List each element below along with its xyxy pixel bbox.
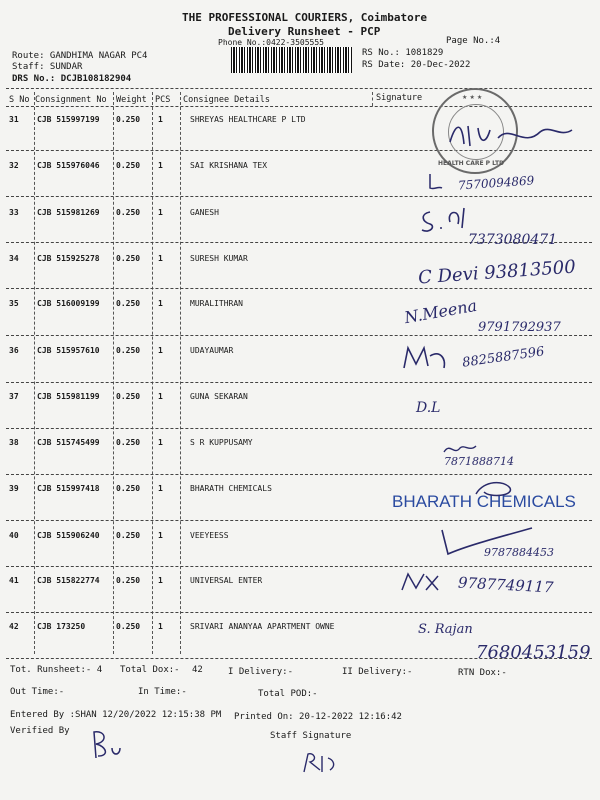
staff-signature [300, 748, 340, 774]
row-consignee: SRIVARI ANANYAA APARTMENT OWNE [190, 622, 335, 631]
stamp-round-text: HEALTH CARE P LTD [438, 160, 505, 167]
staff: Staff: SUNDAR [12, 62, 83, 72]
drs-number: DRS No.: DCJB108182904 [12, 74, 132, 84]
row-consignment: CJB 516009199 [37, 299, 100, 308]
phone-number: Phone No.:0422-3505555 [218, 38, 324, 47]
row-sno: 39 [9, 484, 19, 493]
handwritten-phone: 7570094869 [457, 173, 535, 193]
company-stamp: ★ ★ ★ HEALTH CARE P LTD [432, 88, 518, 174]
row-consignment: CJB 515822774 [37, 576, 100, 585]
row-weight: 0.250 [116, 346, 141, 355]
total-dox-value: 42 [192, 665, 203, 675]
row-sno: 41 [9, 576, 19, 585]
row-sno: 42 [9, 622, 19, 631]
row-consignee: SAI KRISHANA TEX [190, 161, 268, 170]
row-consignment: CJB 515957610 [37, 346, 100, 355]
row-sno: 35 [9, 299, 19, 308]
row-weight: 0.250 [116, 392, 141, 401]
verified-signature [88, 728, 124, 760]
row-consignment: CJB 515745499 [37, 438, 100, 447]
col-header-sno: S No [9, 95, 30, 105]
barcode [231, 47, 352, 73]
col-header-consignee: Consignee Details [183, 95, 270, 105]
col-header-weight: Weight [116, 95, 147, 105]
handwritten-phone: 9787749117 [457, 573, 554, 597]
row-weight: 0.250 [116, 115, 141, 124]
row-weight: 0.250 [116, 622, 141, 631]
handwritten-name: N.Meena [402, 295, 479, 328]
row-pcs: 1 [158, 622, 163, 631]
row-consignment: CJB 515925278 [37, 254, 100, 263]
handwritten-initials: D.L [416, 400, 441, 416]
col-divider [113, 92, 114, 654]
signature-row-36 [400, 342, 450, 370]
row-divider [6, 382, 592, 383]
row-consignee: S R KUPPUSAMY [190, 438, 253, 447]
row-consignee: BHARATH CHEMICALS [190, 484, 272, 493]
row-weight: 0.250 [116, 161, 141, 170]
total-dox-label: Total Dox:- [120, 665, 180, 675]
row-pcs: 1 [158, 161, 163, 170]
row-consignee: GUNA SEKARAN [190, 392, 248, 401]
row-consignee: GANESH [190, 208, 219, 217]
row-divider [6, 288, 592, 289]
row-sno: 32 [9, 161, 19, 170]
i-delivery: I Delivery:- [228, 667, 294, 677]
row-sno: 37 [9, 392, 19, 401]
handwritten-phone: 7871888714 [444, 455, 514, 468]
printed-on: Printed On: 20-12-2022 12:16:42 [234, 712, 402, 722]
col-divider [180, 92, 181, 654]
rs-number: RS No.: 1081829 [362, 48, 444, 58]
row-divider [6, 474, 592, 475]
row-weight: 0.250 [116, 438, 141, 447]
row-consignment: CJB 515997418 [37, 484, 100, 493]
row-divider [6, 428, 592, 429]
row-consignment: CJB 515981269 [37, 208, 100, 217]
row-divider [6, 196, 592, 197]
row-sno: 36 [9, 346, 19, 355]
page-number: Page No.:4 [446, 36, 501, 46]
entered-by: Entered By :SHAN 12/20/2022 12:15:38 PM [10, 710, 222, 720]
row-divider [6, 335, 592, 336]
route: Route: GANDHIMA NAGAR PC4 [12, 51, 148, 61]
verified-by: Verified By [10, 726, 70, 736]
signature-row-31 [440, 118, 580, 152]
row-consignee: SURESH KUMAR [190, 254, 248, 263]
handwritten-phone: 7680453159 [476, 642, 591, 663]
rs-date: RS Date: 20-Dec-2022 [362, 60, 471, 70]
row-pcs: 1 [158, 576, 163, 585]
company-title: THE PROFESSIONAL COURIERS, Coimbatore [182, 11, 428, 24]
handwritten-phone: 9787884453 [484, 546, 554, 559]
row-consignment: CJB 515906240 [37, 531, 100, 540]
col-header-consignment: Consignment No [35, 95, 107, 105]
row-divider [6, 612, 592, 613]
row-consignee: MURALITHRAN [190, 299, 243, 308]
handwritten-phone: 9791792937 [478, 320, 561, 335]
row-consignee: UNIVERSAL ENTER [190, 576, 263, 585]
in-time: In Time:- [138, 687, 187, 697]
row-consignment: CJB 173250 [37, 622, 86, 631]
col-header-pcs: PCS [155, 95, 171, 105]
table-top-border [6, 88, 592, 89]
total-pod: Total POD:- [258, 689, 318, 699]
out-time: Out Time:- [10, 687, 65, 697]
row-weight: 0.250 [116, 208, 141, 217]
row-pcs: 1 [158, 438, 163, 447]
row-pcs: 1 [158, 208, 163, 217]
row-consignment: CJB 515997199 [37, 115, 100, 124]
row-divider [6, 520, 592, 521]
row-weight: 0.250 [116, 299, 141, 308]
row-divider [6, 566, 592, 567]
handwritten-name-phone: C Devi 93813500 [417, 256, 577, 289]
handwritten-name: S. Rajan [418, 622, 473, 637]
row-consignment: CJB 515976046 [37, 161, 100, 170]
total-runsheet: Tot. Runsheet:- 4 [10, 665, 103, 675]
row-pcs: 1 [158, 299, 163, 308]
row-pcs: 1 [158, 392, 163, 401]
col-divider [34, 92, 35, 654]
signature-row-39 [470, 478, 530, 500]
row-pcs: 1 [158, 531, 163, 540]
row-sno: 38 [9, 438, 19, 447]
signature-row-32 [426, 172, 446, 192]
row-pcs: 1 [158, 115, 163, 124]
row-sno: 40 [9, 531, 19, 540]
row-weight: 0.250 [116, 576, 141, 585]
ii-delivery: II Delivery:- [342, 667, 413, 677]
rtn-dox: RTN Dox:- [458, 668, 507, 678]
row-consignment: CJB 515981199 [37, 392, 100, 401]
row-consignee: VEEYEESS [190, 531, 229, 540]
row-sno: 33 [9, 208, 19, 217]
handwritten-phone: 8825887596 [461, 344, 546, 371]
row-pcs: 1 [158, 346, 163, 355]
row-sno: 31 [9, 115, 19, 124]
runsheet-subtitle: Delivery Runsheet - PCP [228, 25, 381, 38]
row-pcs: 1 [158, 484, 163, 493]
handwritten-phone: 7373080471 [468, 232, 558, 248]
signature-row-41 [398, 570, 448, 594]
row-weight: 0.250 [116, 254, 141, 263]
row-pcs: 1 [158, 254, 163, 263]
row-consignee: UDAYAUMAR [190, 346, 234, 355]
staff-signature-label: Staff Signature [270, 731, 352, 741]
col-divider [152, 92, 153, 654]
col-divider [372, 92, 373, 106]
row-consignee: SHREYAS HEALTHCARE P LTD [190, 115, 306, 124]
col-header-signature: Signature [376, 93, 423, 103]
row-weight: 0.250 [116, 531, 141, 540]
company-stamp-text: BHARATH CHEMICALS [392, 492, 576, 511]
row-weight: 0.250 [116, 484, 141, 493]
row-sno: 34 [9, 254, 19, 263]
